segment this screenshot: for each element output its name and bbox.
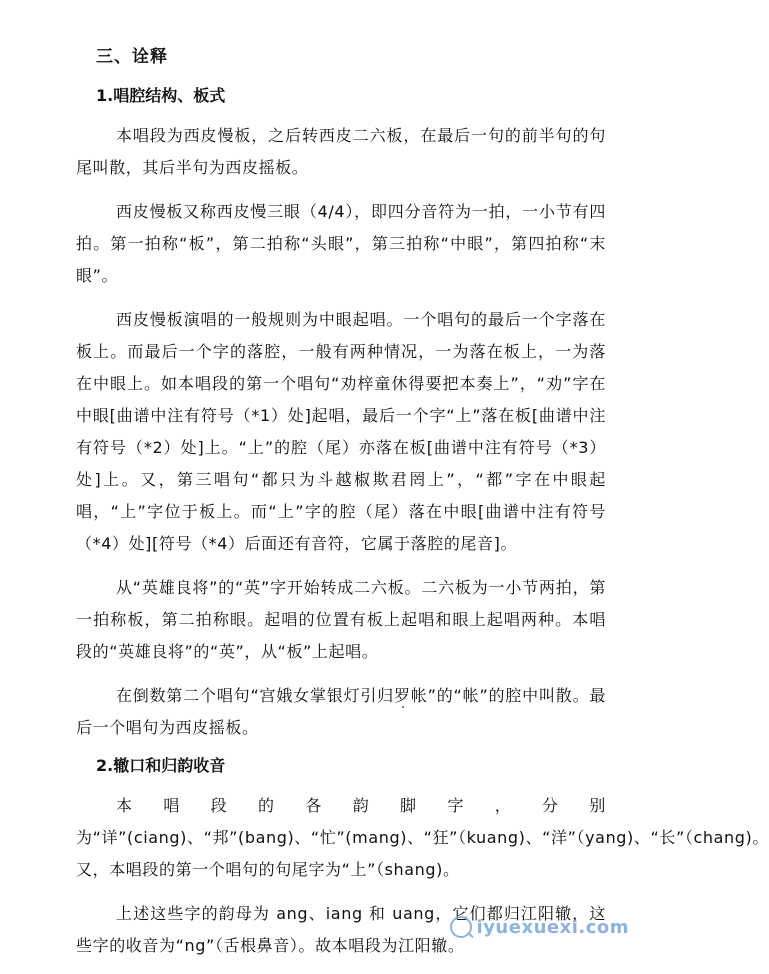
paragraph: 本唱段的各韵脚字，分别为“详”(ciang)、“邦”(bang)、“忙”(mang)、“狂”（kuang)、“洋”（yang)、“长”（chang)。又，本唱段的第一个唱句的句尾字为“上”（shang)。: [76, 796, 769, 879]
paragraph: 从“英雄良将”的“英”字开始转成二六板。二六板为一小节两拍，第一拍称板，第二拍称眼。起唱的位置有板上起唱和眼上起唱两种。本唱段的“英雄良将”的“英”，从“板”上起唱。: [76, 578, 606, 661]
paragraph: 在倒数第二个唱句“宫娥女掌银灯引归罗帐”的“帐”的腔中叫散。最后一个唱句为西皮摇板。: [76, 686, 606, 737]
stray-dot-mark: [402, 706, 404, 708]
watermark-text: iyuexuexi.com: [476, 916, 629, 938]
site-watermark: [450, 916, 629, 938]
subsection-title-structure: 1.唱腔结构、板式: [96, 86, 226, 105]
paragraph: 上述这些字的韵母为 ang、iang 和 uang，它们都归江阳辙，这些字的收音为“ng”（舌根鼻音）。故本唱段为江阳辙。: [76, 904, 606, 955]
subsection-title-rhyme: 2.辙口和归韵收音: [96, 756, 226, 775]
paragraph: 西皮慢板演唱的一般规则为中眼起唱。一个唱句的最后一个字落在板上。而最后一个字的落腔，一般有两种情况，一为落在板上，一为落在中眼上。如本唱段的第一个唱句“劝梓童休得要把本奏上”，“劝”字在中眼[曲谱中注有符号（*1）处]起唱，最后一个字“上”落在板[曲谱中注有符号（*2）处]上。“上”的腔（尾）亦落在板[曲谱中注有符号（*3）处]上。又，第三唱句“都只为斗越椒欺君罔上”，“都”字在中眼起唱，“上”字位于板上。而“上”字的腔（尾）落在中眼[曲谱中注有符号（*4）处][符号（*4）后面还有音符，它属于落腔的尾音]。: [76, 310, 606, 553]
paragraph: 西皮慢板又称西皮慢三眼（4/4），即四分音符为一拍，一小节有四拍。第一拍称“板”，第二拍称“头眼”，第三拍称“中眼”，第四拍称“末眼”。: [76, 202, 606, 285]
paragraph: 本唱段为西皮慢板，之后转西皮二六板，在最后一句的前半句的句尾叫散，其后半句为西皮摇板。: [76, 126, 606, 177]
section-title: 三、诠释: [96, 47, 168, 67]
magnifier-q-icon: [450, 916, 472, 938]
document-body: [76, 44, 769, 974]
